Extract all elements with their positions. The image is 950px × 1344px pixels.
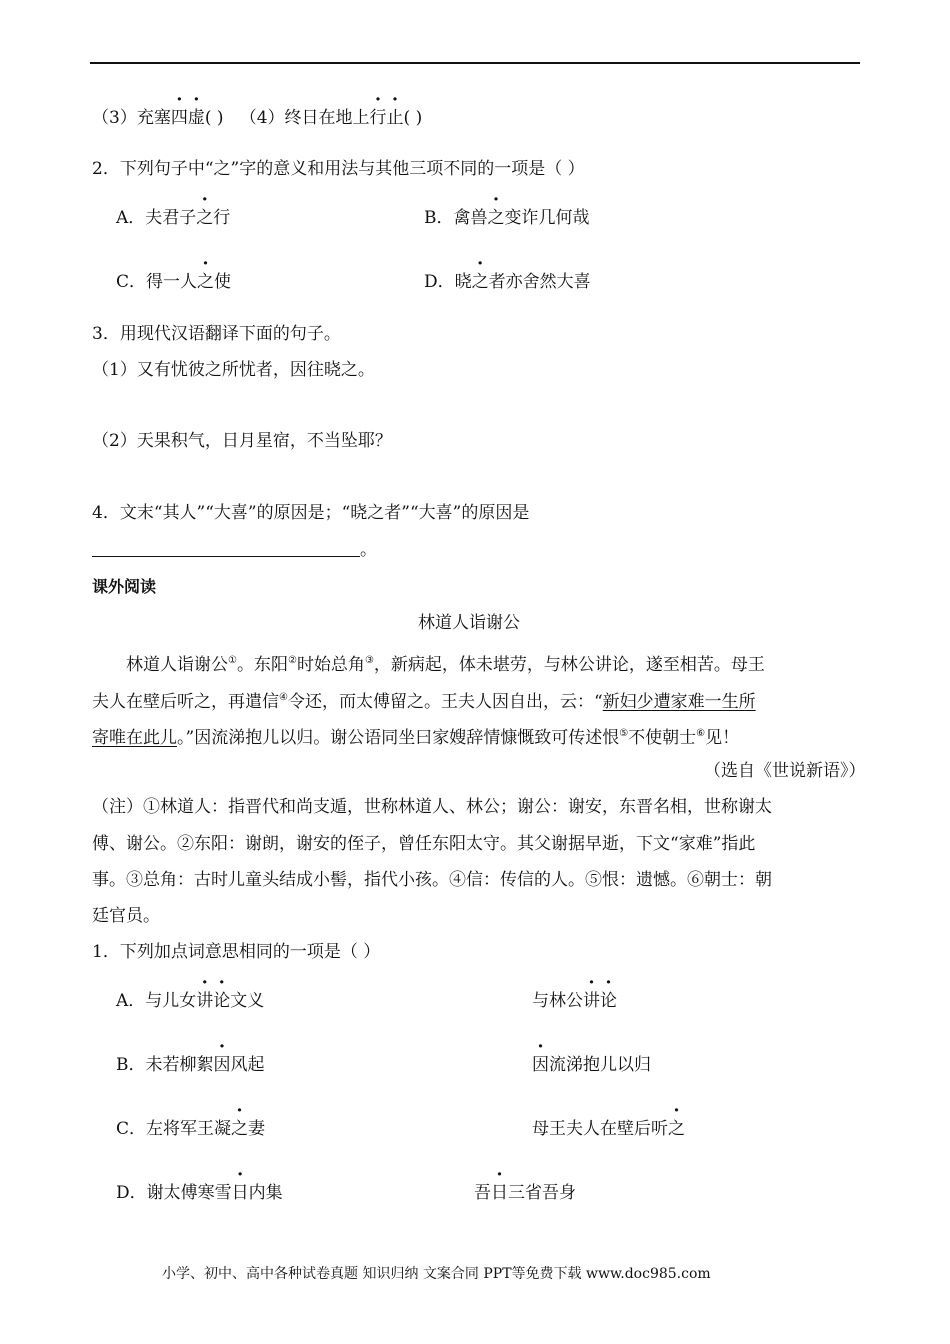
eq1-option-c-left[interactable]: C．左将军王凝之妻 <box>116 1119 266 1139</box>
passage-title: 林道人诣谢公 <box>418 613 520 633</box>
q2-option-b[interactable]: B．禽兽之变诈几何哉 <box>424 208 590 228</box>
passage-source: （选自《世说新语》） <box>704 761 866 781</box>
q2-stem: 2．下列句子中“之”字的意义和用法与其他三项不同的一项是（ ） <box>92 159 585 179</box>
page-footer[interactable]: 小学、初中、高中各种试卷真题 知识归纳 文案合同 PPT等免费下载 www.doc985.com <box>162 1266 711 1282</box>
passage-line-2: 夫人在壁后听之，再遣信④令还，而太傅留之。王夫人因自出，云：“新妇少遭家难一生所 <box>92 692 756 712</box>
eq1-option-d-left[interactable]: D．谢太傅寒雪日内集 <box>116 1183 283 1203</box>
q2-option-d[interactable]: D．晓之者亦舍然大喜 <box>424 272 591 292</box>
passage-line-3: 寄唯在此儿。”因流涕抱儿以归。谢公语同坐曰家嫂辞情慷慨致可传述恨⑤不使朝士⑥见！ <box>92 728 740 748</box>
answer-blank[interactable] <box>92 542 360 557</box>
passage-line-1: 林道人诣谢公①。东阳②时始总角③，新病起，体未堪劳，与林公讲论，遂至相苦。母王 <box>126 655 765 675</box>
q4-stem: 4．文末“其人”“大喜”的原因是；“晓之者”“大喜”的原因是 <box>92 503 530 523</box>
eq1-option-c-right: 母王夫人在壁后听之 <box>532 1119 685 1139</box>
q1-items: （3）充塞四虚( ) （4）终日在地上行止( ) <box>92 108 423 128</box>
eq1-option-b-right: 因流涕抱儿以归 <box>532 1055 651 1075</box>
header-rule <box>90 62 860 64</box>
eq1-option-a-right: 与林公讲论 <box>532 991 617 1011</box>
eq1-stem: 1．下列加点词意思相同的一项是（ ） <box>92 942 381 962</box>
q4-answer-line[interactable]: 。 <box>92 538 377 562</box>
q3-stem: 3．用现代汉语翻译下面的句子。 <box>92 324 341 344</box>
note-line-4: 廷官员。 <box>92 906 160 926</box>
q2-option-c[interactable]: C．得一人之使 <box>116 272 232 292</box>
eq1-option-b-left[interactable]: B．未若柳絮因风起 <box>116 1055 265 1075</box>
q3-sentence-1: （1）又有忧彼之所忧者，因往晓之。 <box>92 360 375 380</box>
q3-sentence-2: （2）天果积气，日月星宿，不当坠耶？ <box>92 431 392 451</box>
eq1-option-a-left[interactable]: A．与儿女讲论文义 <box>116 991 265 1011</box>
eq1-option-d-right: 吾日三省吾身 <box>474 1183 576 1203</box>
note-line-1: （注）①林道人：指晋代和尚支遁，世称林道人、林公；谢公：谢安，东晋名相，世称谢太 <box>92 797 772 817</box>
note-line-2: 傅、谢公。②东阳：谢朗，谢安的侄子，曾任东阳太守。其父谢据早逝，下文“家难”指此 <box>92 834 756 854</box>
section-heading: 课外阅读 <box>92 577 157 596</box>
q2-option-a[interactable]: A．夫君子之行 <box>116 208 231 228</box>
note-line-3: 事。③总角：古时儿童头结成小髻，指代小孩。④信：传信的人。⑤恨：遗憾。⑥朝士：朝 <box>92 870 772 890</box>
